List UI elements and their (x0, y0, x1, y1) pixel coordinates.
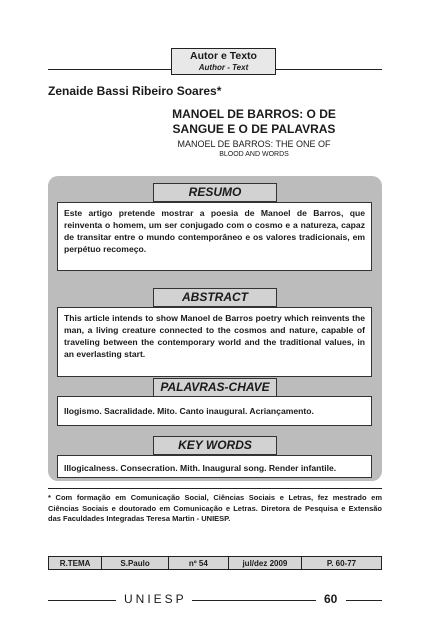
english-title-line-2: BLOOD AND WORDS (219, 151, 289, 158)
footer-rule-middle (192, 600, 316, 601)
article-title (114, 107, 394, 137)
title-line-1: MANOEL DE BARROS: O DE (172, 107, 336, 121)
section-tag (171, 48, 276, 75)
resumo-heading: RESUMO (153, 183, 277, 202)
footnote-rule (48, 488, 382, 489)
footer-rule-right (346, 600, 382, 601)
section-label: Autor e Texto (190, 50, 257, 62)
abstract-heading: ABSTRACT (153, 288, 277, 307)
author-footnote: * Com formação em Comunicação Social, Ciências Sociais e Letras, fez mestrado em Ciências Sociais e doutorado em Comunicação e Letras. Diretora de Pesquisa e Extensão das Faculdades Integradas Teresa Martin - UNIESP. (48, 493, 382, 523)
resumo-box (57, 202, 372, 271)
key-words-text: Illogicalness. Consecration. Mith. Inaugural song. Render infantile. (64, 463, 337, 473)
key-words-heading: KEY WORDS (153, 436, 277, 455)
reference-date: jul/dez 2009 (228, 557, 301, 570)
footer-rule-left (48, 600, 116, 601)
title-line-2: SANGUE E O DE PALAVRAS (172, 122, 336, 136)
reference-table (48, 556, 382, 570)
english-title-line-1: MANOEL DE BARROS: THE ONE OF (177, 139, 331, 149)
reference-city: S.Paulo (102, 557, 169, 570)
palavras-chave-heading: PALAVRAS-CHAVE (153, 378, 277, 397)
abstract-box (57, 307, 372, 377)
page-number: 60 (324, 592, 338, 606)
key-words-box (57, 455, 372, 478)
header-rule-right (276, 69, 382, 70)
abstract-text: This article intends to show Manoel de Barros poetry which reinvents the man, a living creature connected to the cosmos and nature, capable of traveling between the contemporary world and the traditional values, in an everlasting start. (64, 313, 365, 359)
resumo-text: Este artigo pretende mostrar a poesia de Manoel de Barros, que reinventa o homem, um ser conjugado com o cosmo e a natureza, capaz de transitar entre o mundo contemporâneo e os valores tradicionais, em perpétuo recomeço. (64, 208, 365, 254)
section-sublabel: Author - Text (198, 63, 249, 72)
palavras-chave-box (57, 396, 372, 426)
reference-issue: nº 54 (168, 557, 228, 570)
author-name: Zenaide Bassi Ribeiro Soares* (48, 84, 222, 98)
footer-brand: UNIESP (124, 592, 187, 606)
header-rule-left (48, 69, 171, 70)
palavras-chave-text: Ilogismo. Sacralidade. Mito. Canto inaugural. Acriançamento. (64, 406, 314, 416)
reference-row (49, 557, 382, 570)
reference-pages: P. 60-77 (302, 557, 382, 570)
reference-journal: R.TEMA (49, 557, 102, 570)
